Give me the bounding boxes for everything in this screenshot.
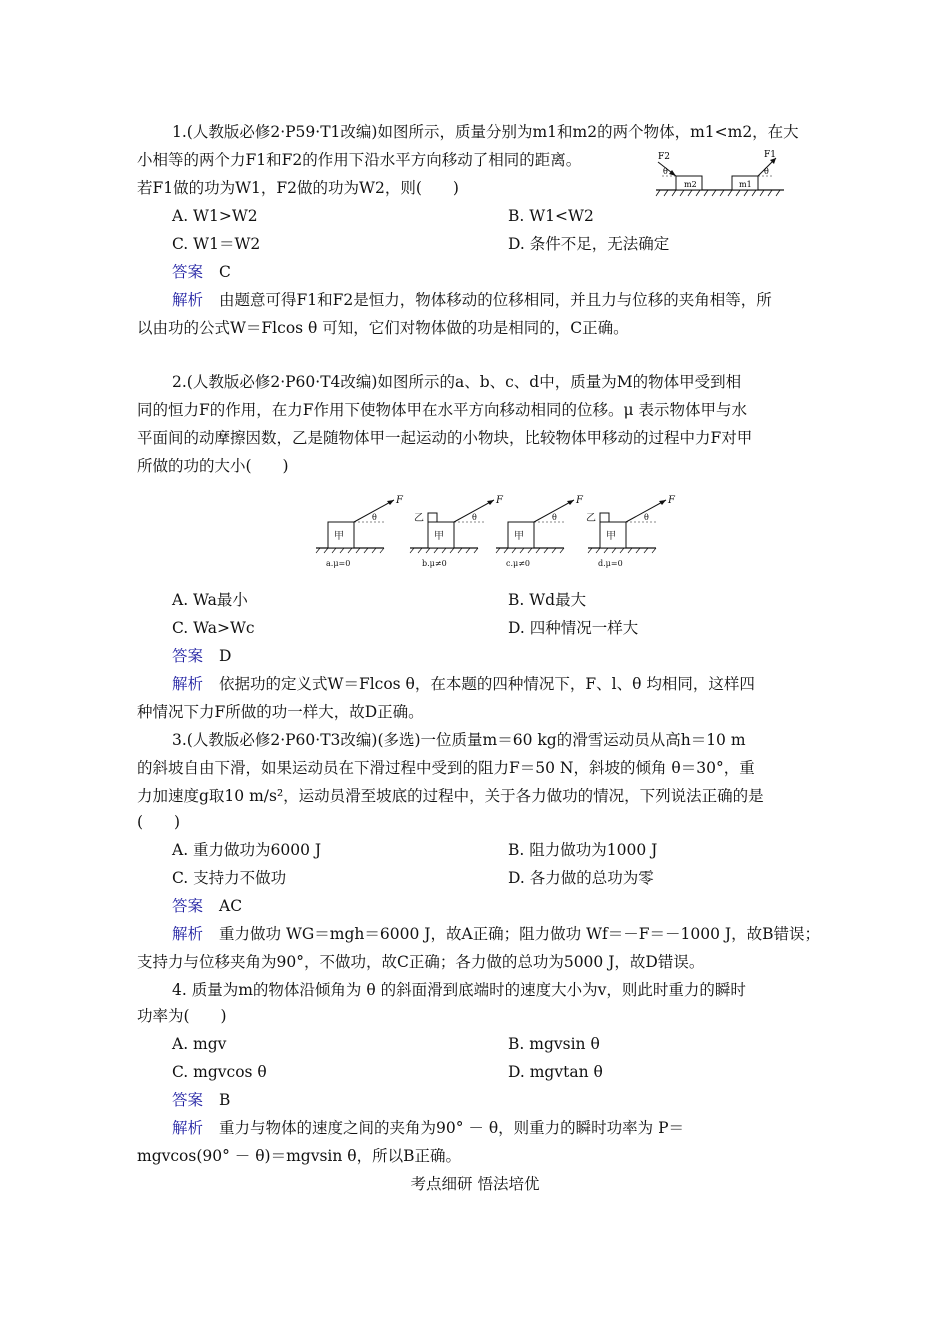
q2-panel-c xyxy=(496,495,584,568)
q2-line4: 所做的功的大小( ) xyxy=(137,457,289,475)
q1-option-d: D. 条件不足，无法确定 xyxy=(508,235,670,253)
q1-option-a: A. W1>W2 xyxy=(172,207,258,225)
q2-option-b: B. Wd最大 xyxy=(508,591,587,609)
analysis-label: 解析 xyxy=(172,1119,204,1137)
q3-line4: ( ) xyxy=(137,813,181,831)
analysis-label: 解析 xyxy=(172,291,204,309)
q2-fig-f-a: F xyxy=(396,495,403,506)
q4-analysis-text1: 重力与物体的速度之间的夹角为90° － θ，则重力的瞬时功率为 P＝ xyxy=(219,1119,685,1137)
analysis-label: 解析 xyxy=(172,925,204,943)
q1-answer-value: C xyxy=(219,263,231,281)
q1-option-c: C. W1＝W2 xyxy=(172,235,261,253)
answer-label: 答案 xyxy=(172,263,204,281)
q1-option-b: B. W1<W2 xyxy=(508,207,594,225)
q2-caption-d: d.μ=0 xyxy=(598,559,623,568)
q3-analysis-text1: 重力做功 WG＝mgh＝6000 J，故A正确；阻力做功 Wf＝－F＝－1000 J，故B错误； xyxy=(219,925,820,943)
analysis-label: 解析 xyxy=(172,675,204,693)
q1-fig-theta2: θ xyxy=(764,167,769,176)
q4-option-c: C. mgvcos θ xyxy=(172,1063,267,1081)
q1-fig-f2-label: F2 xyxy=(658,152,670,162)
q1-line2: 小相等的两个力F1和F2的作用下沿水平方向移动了相同的距离。 xyxy=(137,151,582,169)
q2-option-a: A. Wa最小 xyxy=(172,591,248,609)
q3-answer-value: AC xyxy=(219,897,243,915)
q1-line1: 1.(人教版必修2·P59·T1改编)如图所示，质量分别为m1和m2的两个物体，m1<m2，在大 xyxy=(172,123,799,141)
q2-answer xyxy=(172,646,231,666)
q2-fig-theta-d: θ xyxy=(644,513,649,522)
answer-label: 答案 xyxy=(172,647,204,665)
q2-fig-f-d: F xyxy=(668,495,675,506)
q2-fig-theta-c: θ xyxy=(552,513,557,522)
q1-fig-m1-label: m1 xyxy=(739,180,752,189)
answer-label: 答案 xyxy=(172,897,204,915)
q2-line2: 同的恒力F的作用，在力F作用下使物体甲在水平方向移动相同的位移。μ 表示物体甲与水 xyxy=(137,401,748,419)
q3-analysis-line1 xyxy=(172,924,820,944)
q2-fig-jia-d: 甲 xyxy=(606,531,616,542)
q2-fig-jia-c: 甲 xyxy=(514,531,524,542)
q3-option-c: C. 支持力不做功 xyxy=(172,869,287,887)
q2-analysis-text1: 依据功的定义式W＝Flcos θ，在本题的四种情况下，F、l、θ 均相同，这样四 xyxy=(219,675,755,693)
q2-fig-f-c: F xyxy=(576,495,583,506)
q2-panel-d xyxy=(586,495,676,568)
q2-figure xyxy=(312,490,682,572)
q1-analysis-line1 xyxy=(172,290,772,310)
answer-label: 答案 xyxy=(172,1091,204,1109)
q3-option-d: D. 各力做的总功为零 xyxy=(508,869,654,887)
q2-fig-yi-d: 乙 xyxy=(586,513,596,524)
q2-analysis-line2: 种情况下力F所做的功一样大，故D正确。 xyxy=(137,703,424,721)
q2-caption-a: a.μ=0 xyxy=(326,559,351,568)
q1-fig-m2-label: m2 xyxy=(684,180,697,189)
q3-answer xyxy=(172,896,242,916)
q2-fig-theta-a: θ xyxy=(372,513,377,522)
q2-analysis-line1 xyxy=(172,674,755,694)
q3-option-b: B. 阻力做功为1000 J xyxy=(508,841,658,859)
q4-option-d: D. mgvtan θ xyxy=(508,1063,603,1081)
q2-answer-value: D xyxy=(219,647,232,665)
q4-option-a: A. mgv xyxy=(172,1035,227,1053)
q2-line1: 2.(人教版必修2·P60·T4改编)如图所示的a、b、c、d中，质量为M的物体甲受到相 xyxy=(172,373,742,391)
q2-panel-a xyxy=(316,495,404,568)
q4-answer-value: B xyxy=(219,1091,231,1109)
q4-line2: 功率为( ) xyxy=(137,1007,227,1025)
q3-analysis-line2: 支持力与位移夹角为90°，不做功，故C正确；各力做的总功为5000 J，故D错误。 xyxy=(137,953,705,971)
q4-analysis-line1 xyxy=(172,1118,684,1138)
q1-analysis-line2: 以由功的公式W＝Flcos θ 可知，它们对物体做的功是相同的，C正确。 xyxy=(137,319,629,337)
q2-fig-yi-b: 乙 xyxy=(414,513,424,524)
q2-caption-c: c.μ≠0 xyxy=(506,559,531,568)
q2-option-c: C. Wa>Wc xyxy=(172,619,255,637)
section-heading: 考点细研 悟法培优 xyxy=(410,1175,540,1193)
q3-line3: 力加速度g取10 m/s²，运动员滑至坡底的过程中，关于各力做功的情况，下列说法正确的是 xyxy=(137,787,764,805)
q2-fig-jia-a: 甲 xyxy=(334,531,344,542)
q1-answer xyxy=(172,262,231,282)
q2-line3: 平面间的动摩擦因数，乙是随物体甲一起运动的小物块，比较物体甲移动的过程中力F对甲 xyxy=(137,429,753,447)
q1-analysis-text1: 由题意可得F1和F2是恒力，物体移动的位移相同，并且力与位移的夹角相等，所 xyxy=(219,291,772,309)
q2-panel-b xyxy=(410,495,504,568)
q4-answer xyxy=(172,1090,230,1110)
q2-fig-f-b: F xyxy=(496,495,503,506)
q1-fig-theta1: θ xyxy=(663,167,668,176)
q1-figure xyxy=(650,148,790,200)
q4-analysis-line2: mgvcos(90° － θ)＝mgvsin θ，所以B正确。 xyxy=(137,1147,462,1165)
q2-fig-theta-b: θ xyxy=(472,513,477,522)
q3-line2: 的斜坡自由下滑，如果运动员在下滑过程中受到的阻力F＝50 N，斜坡的倾角 θ＝30°，重 xyxy=(137,759,755,777)
q2-option-d: D. 四种情况一样大 xyxy=(508,619,639,637)
q2-fig-jia-b: 甲 xyxy=(434,531,444,542)
q4-option-b: B. mgvsin θ xyxy=(508,1035,600,1053)
q1-line3: 若F1做的功为W1，F2做的功为W2，则( ) xyxy=(137,179,459,197)
q3-line1: 3.(人教版必修2·P60·T3改编)(多选)一位质量m＝60 kg的滑雪运动员从高h＝10 m xyxy=(172,731,746,749)
q3-option-a: A. 重力做功为6000 J xyxy=(172,841,322,859)
q4-line1: 4. 质量为m的物体沿倾角为 θ 的斜面滑到底端时的速度大小为v，则此时重力的瞬时 xyxy=(172,981,746,999)
q1-fig-f1-label: F1 xyxy=(764,150,776,160)
q2-caption-b: b.μ≠0 xyxy=(422,559,447,568)
